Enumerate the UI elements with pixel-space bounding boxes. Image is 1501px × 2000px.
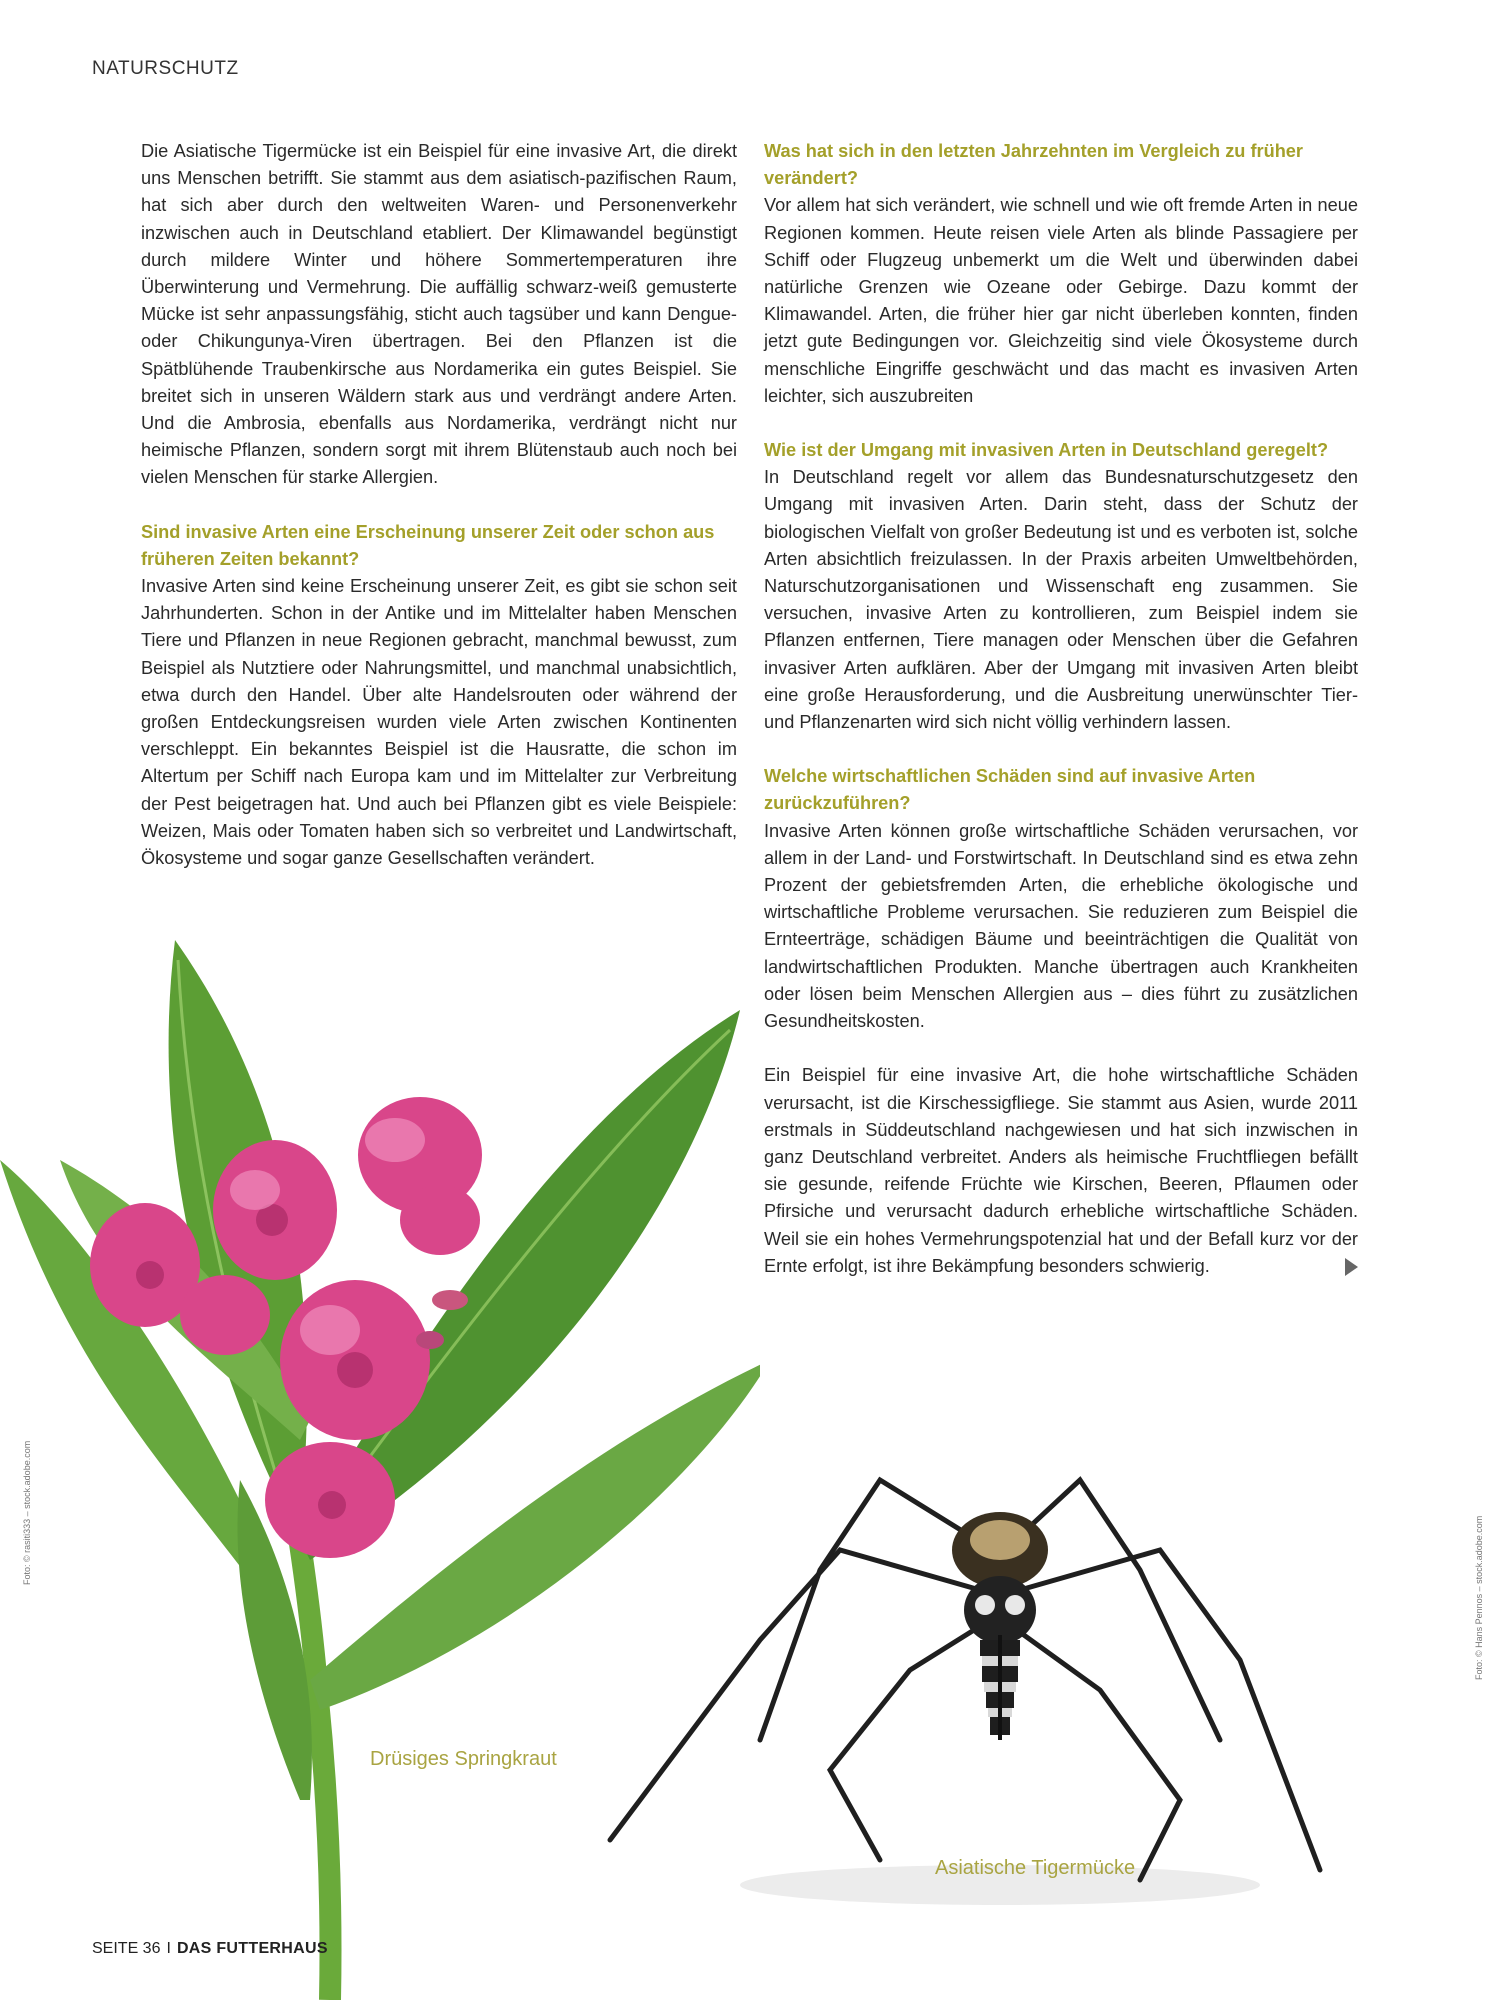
mosquito-caption: Asiatische Tigermücke <box>935 1857 1136 1879</box>
question-heading-3: Wie ist der Umgang mit invasiven Arten in Deutschland geregelt? <box>764 440 1329 461</box>
photo-credit-right: Foto: © Hans Pennos – stock.adobe.com <box>1474 1515 1484 1680</box>
section-label: NATURSCHUTZ <box>92 58 239 79</box>
answer-paragraph-5-text: Ein Beispiel für eine invasive Art, die hohe wirtschaftliche Schäden verursacht, ist die Kirschessigfliege. Sie stammt aus Asien, wurde 2011 erstmals in Süddeutschland nachgewiesen und hat sich inzwischen in ganz Deutschland verbreitet. Anders als heimische Fruchtfliegen befällt sie gesunde, reifende Früchte wie Kirschen, Beeren, Pflaumen oder Pfirsiche und verursacht dadurch erhebliche wirtschaftliche Schäden. Weil sie ein hohes Vermehrungspotenzial hat und der Befall kurz vor der Ernte erfolgt, ist ihre Bekämpfung besonders schwierig. <box>764 1065 1358 1276</box>
photo-credit-left: Foto: © rasiti333 – stock.adobe.com <box>22 1440 32 1585</box>
left-column <box>141 138 737 899</box>
answer-paragraph-1: Invasive Arten sind keine Erscheinung unserer Zeit, es gibt sie schon seit Jahrhunderten. Schon in der Antike und im Mittelalter haben Menschen Tiere und Pflanzen in neue Regionen gebracht, manchmal bewusst, zum Beispiel als Nutztiere oder Nahrungsmittel, und manchmal unabsichtlich, etwa durch den Handel. Über alte Handelsrouten oder während der großen Entdeckungsreisen wurden viele Arten zwischen Kontinenten verschleppt. Ein bekanntes Beispiel ist die Hausratte, die schon im Altertum per Schiff nach Europa kam und im Mittelalter zur Verbreitung der Pest beigetragen hat. Und auch bei Pflanzen gibt es viele Beispiele: Weizen, Mais oder Tomaten haben sich so verbreitet und Landwirtschaft, Ökosysteme und sogar ganze Gesellschaften verändert. <box>141 576 737 869</box>
flower-caption: Drüsiges Springkraut <box>370 1748 557 1770</box>
question-heading-2: Was hat sich in den letzten Jahrzehnten im Vergleich zu früher verändert? <box>764 141 1303 189</box>
continue-arrow-icon <box>1345 1258 1358 1276</box>
right-column <box>764 138 1358 1307</box>
intro-paragraph: Die Asiatische Tigermücke ist ein Beispiel für eine invasive Art, die direkt uns Menschen betrifft. Sie stammt aus dem asiatisch-pazifischen Raum, hat sich aber durch den weltweiten Waren- und Personenverkehr inzwischen auch in Deutschland etabliert. Der Klimawandel begünstigt durch mildere Winter und höhere Sommertemperaturen ihre Überwinterung und Vermehrung. Die auffällig schwarz-weiß gemusterte Mücke ist sehr anpassungsfähig, sticht auch tagsüber und kann Dengue- oder Chikungunya-Viren übertragen. Bei den Pflanzen ist die Spätblühende Traubenkirsche aus Nordamerika ein gutes Beispiel. Sie breitet sich in unseren Wäldern stark aus und verdrängt andere Arten. Und die Ambrosia, ebenfalls aus Nordamerika, verdrängt nicht nur heimische Pflanzen, sondern sorgt mit ihrem Blütenstaub auch noch bei vielen Menschen für starke Allergien. <box>141 141 737 488</box>
answer-paragraph-5 <box>764 1062 1358 1280</box>
answer-paragraph-2: Vor allem hat sich verändert, wie schnell und wie oft fremde Arten in neue Regionen kommen. Heute reisen viele Arten als blinde Passagiere per Schiff oder Flugzeug unbemerkt um die Welt und überwinden dabei natürliche Grenzen wie Ozeane oder Gebirge. Dazu kommt der Klimawandel. Arten, die früher hier gar nicht überleben konnten, finden jetzt gute Bedingungen vor. Gleichzeitig sind viele Ökosysteme durch menschliche Eingriffe geschwächt und das macht es invasiven Arten leichter, sich auszubreiten <box>764 195 1358 406</box>
question-heading-4: Welche wirtschaftlichen Schäden sind auf invasive Arten zurückzuführen? <box>764 766 1256 814</box>
answer-paragraph-4: Invasive Arten können große wirtschaftliche Schäden verursachen, vor allem in der Land- und Forstwirtschaft. In Deutschland sind es etwa zehn Prozent der gebietsfremden Arten, die erhebliche ökologische und wirtschaftliche Probleme verursachen. Sie reduzieren zum Beispiel die Ernteerträge, schädigen Bäume und beeinträchtigen die Qualität von landwirtschaftlichen Produkten. Manche übertragen auch Krankheiten oder lösen beim Menschen Allergien aus – dies führt zu zusätzlichen Gesundheitskosten. <box>764 820 1358 1032</box>
page-number: SEITE 36 <box>92 1940 161 1957</box>
footer-separator: I <box>166 1940 171 1957</box>
magazine-brand: DAS FUTTERHAUS <box>176 1940 328 1957</box>
answer-paragraph-3: In Deutschland regelt vor allem das Bundesnaturschutzgesetz den Umgang mit invasiven Arten. Darin steht, dass der Schutz der biologischen Vielfalt von großer Bedeutung ist und es verboten ist, solche Arten absichtlich freizulassen. In der Praxis arbeiten Umweltbehörden, Naturschutzorganisationen und Wissenschaft eng zusammen. Sie versuchen, invasive Arten zu kontrollieren, zum Beispiel indem sie Pflanzen entfernen, Tiere managen oder Menschen über die Gefahren invasiver Arten aufklären. Aber der Umgang mit invasiven Arten bleibt eine große Herausforderung, und die Ausbreitung unerwünschter Tier- und Pflanzenarten wird sich nicht völlig verhindern lassen. <box>764 467 1358 733</box>
page-footer <box>92 1940 328 1958</box>
question-heading-1: Sind invasive Arten eine Erscheinung unserer Zeit oder schon aus früheren Zeiten bekannt? <box>141 521 715 569</box>
